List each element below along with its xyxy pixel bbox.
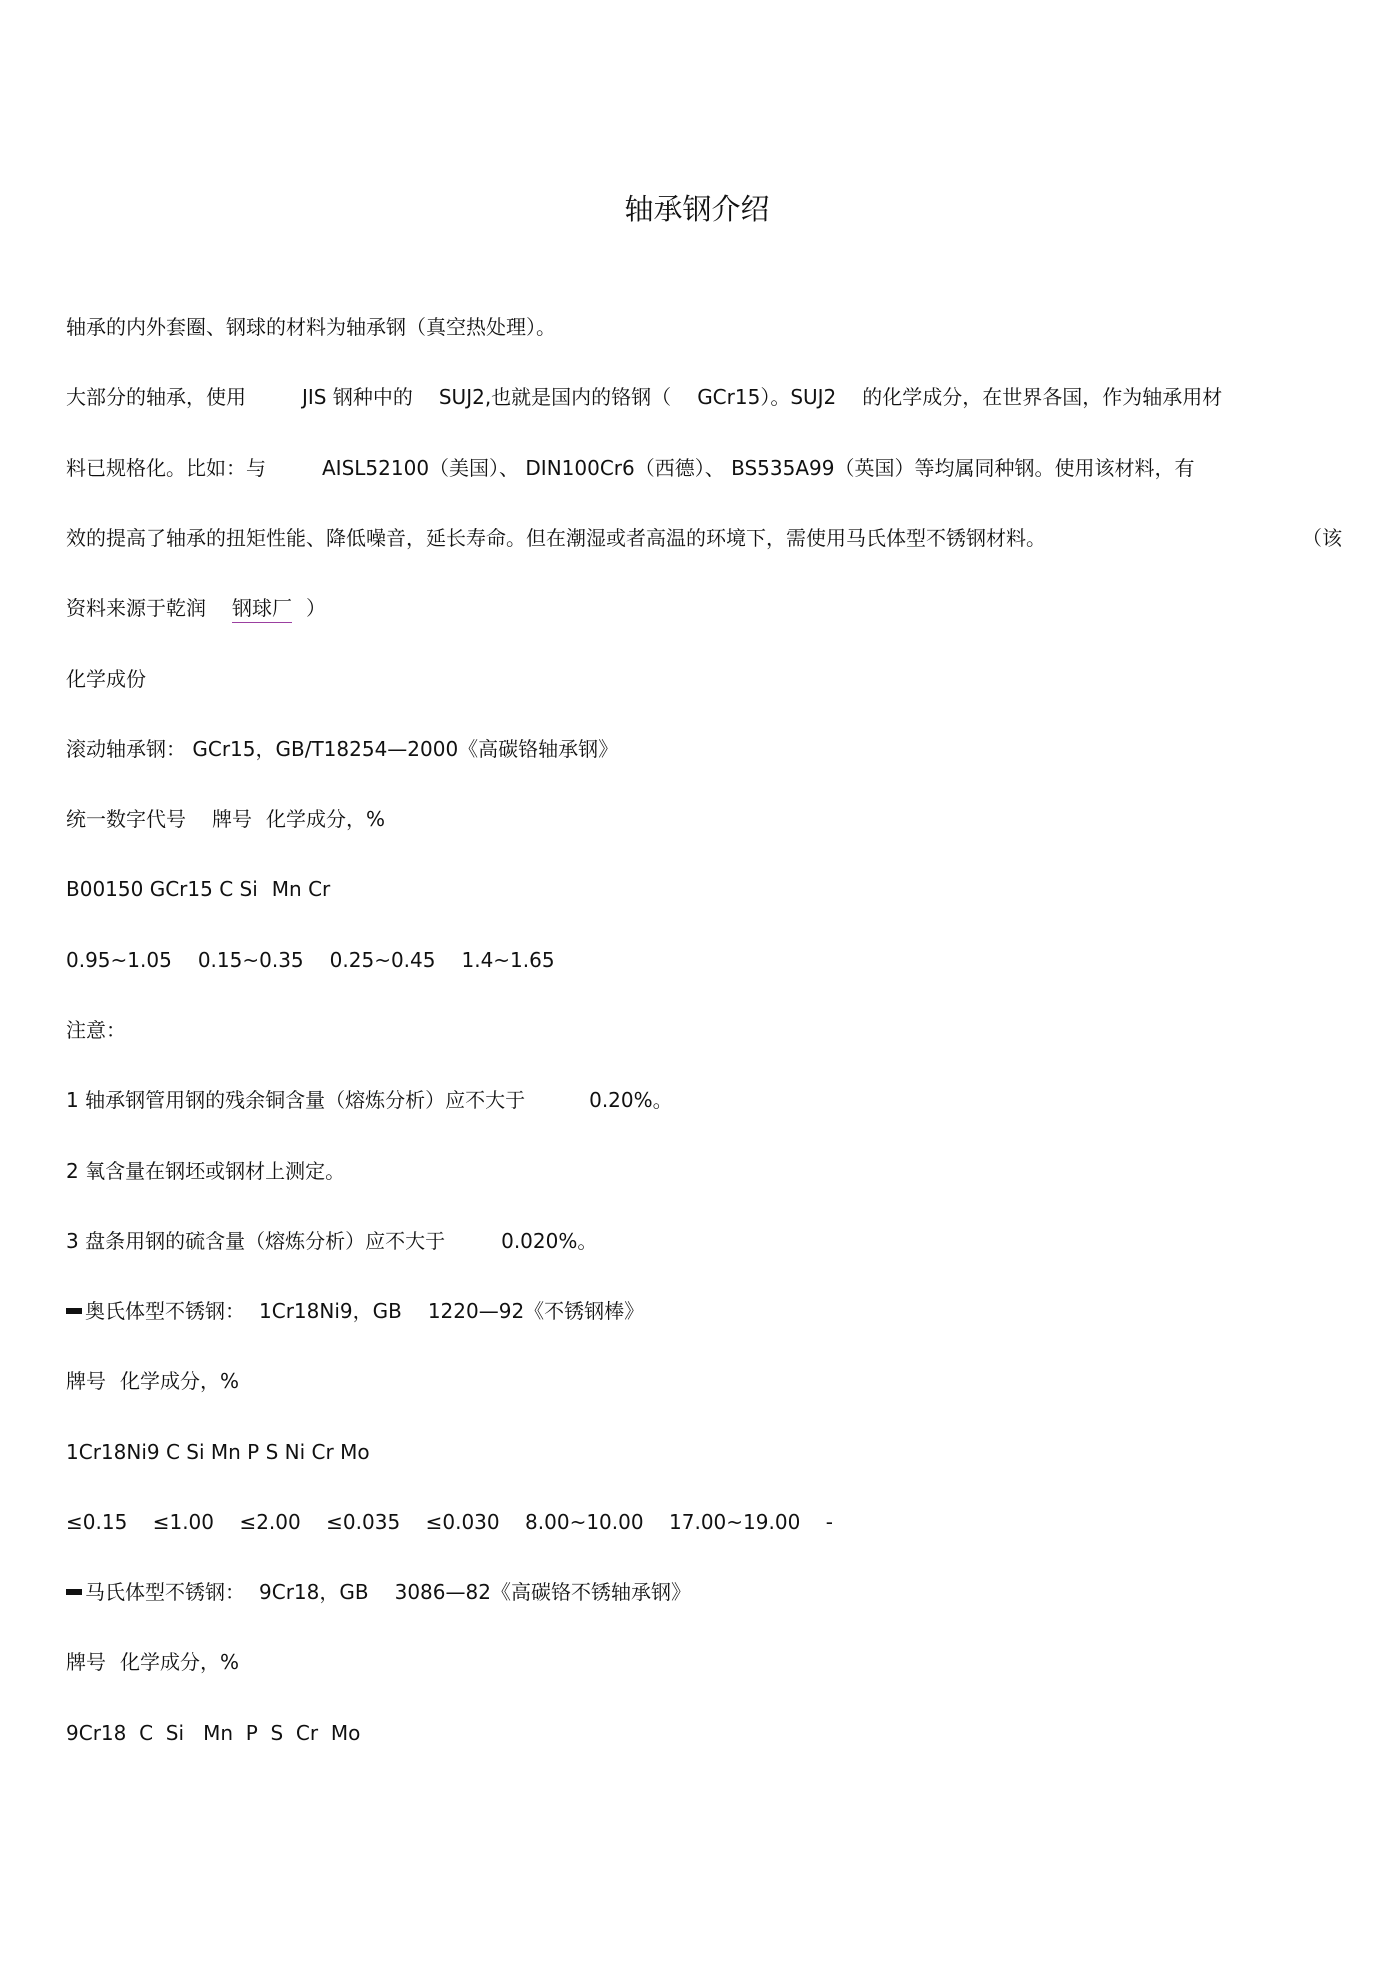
- note-text: 1 轴承钢管用钢的残余铜含量（熔炼分析）应不大于: [66, 1088, 526, 1112]
- table-header-cell: 化学成分，%: [266, 807, 386, 831]
- table-header-cell: 化学成分，%: [120, 1369, 240, 1393]
- table-cell: 1.4~1.65: [461, 948, 555, 972]
- steel-ball-factory-link[interactable]: 钢球厂: [232, 596, 292, 623]
- note-1: [66, 1085, 673, 1115]
- section-text: 9Cr18，GB: [259, 1580, 369, 1604]
- table-cell: 0.95~1.05: [66, 948, 172, 972]
- austenitic-table-cols: 1Cr18Ni9 C Si Mn P S Ni Cr Mo: [66, 1440, 370, 1464]
- gcr15-table-row: [66, 874, 330, 904]
- martensitic-heading: [66, 1577, 691, 1607]
- table-header-cell: 化学成分，%: [120, 1650, 240, 1674]
- intro-text: ）: [306, 596, 326, 620]
- section-text: 奥氏体型不锈钢：: [85, 1299, 245, 1323]
- intro-text: 效的提高了轴承的扭矩性能、降低噪音，延长寿命。但在潮湿或者高温的环境下，需使用马氏体型不锈钢材料。: [66, 526, 1046, 550]
- bullet-icon: [66, 1589, 82, 1595]
- table-header-cell: 牌号: [212, 807, 252, 831]
- intro-text: 轴承的内外套圈、钢球的材料为轴承钢（真空热处理）。: [66, 315, 556, 339]
- intro-line-1: [66, 312, 556, 342]
- note-value: 0.020%。: [501, 1229, 598, 1253]
- intro-line-5: [66, 593, 326, 623]
- austenitic-values-row: ≤0.15 ≤1.00 ≤2.00 ≤0.035 ≤0.030 8.00~10.00 17.00~19.00 -: [66, 1510, 833, 1534]
- intro-text: 大部分的轴承，使用: [66, 385, 246, 409]
- table-cell: Mn Cr: [271, 877, 331, 901]
- note-3: [66, 1226, 597, 1256]
- section-text: 3086—82《高碳铬不锈轴承钢》: [394, 1580, 691, 1604]
- table-cell: 0.25~0.45: [329, 948, 436, 972]
- table-header-cell: 牌号: [66, 1369, 106, 1393]
- intro-line-4: [66, 523, 1046, 553]
- section-text: 马氏体型不锈钢：: [85, 1580, 245, 1604]
- austenitic-table-header: [66, 1366, 239, 1396]
- gcr15-table-header: [66, 804, 385, 834]
- chem-heading: 化学成份: [66, 667, 146, 691]
- note-text: 3 盘条用钢的硫含量（熔炼分析）应不大于: [66, 1229, 446, 1253]
- intro-line-3: [66, 453, 1194, 483]
- intro-text: 料已规格化。比如：与: [66, 456, 266, 480]
- table-cell: 0.15~0.35: [197, 948, 304, 972]
- intro-text: SUJ2,也就是国内的铬钢（: [438, 385, 672, 409]
- notes-heading: 注意：: [66, 1018, 126, 1042]
- table-cell: B00150 GCr15 C Si: [66, 877, 258, 901]
- gcr15-values-row: [66, 945, 555, 975]
- page-title: 轴承钢介绍: [624, 192, 770, 226]
- table-header-cell: 牌号: [66, 1650, 106, 1674]
- martensitic-table-cols: 9Cr18 C Si Mn P S Cr Mo: [66, 1721, 361, 1745]
- intro-text: 资料来源于乾润: [66, 596, 206, 620]
- bullet-icon: [66, 1308, 82, 1314]
- gcr15-heading: 滚动轴承钢： GCr15，GB/T18254—2000《高碳铬轴承钢》: [66, 737, 619, 761]
- austenitic-heading: [66, 1296, 644, 1326]
- table-header-cell: 统一数字代号: [66, 807, 186, 831]
- intro-line-4-end: （该: [1302, 526, 1342, 550]
- section-text: 1Cr18Ni9，GB: [259, 1299, 402, 1323]
- martensitic-table-header: [66, 1647, 239, 1677]
- intro-line-2: [66, 382, 1222, 412]
- note-2: 2 氧含量在钢坯或钢材上测定。: [66, 1159, 346, 1183]
- intro-text: GCr15）。SUJ2: [697, 385, 837, 409]
- section-text: 1220—92《不锈钢棒》: [427, 1299, 645, 1323]
- intro-text: JIS 钢种中的: [302, 385, 413, 409]
- intro-text: 的化学成分，在世界各国，作为轴承用材: [862, 385, 1223, 409]
- note-value: 0.20%。: [589, 1088, 673, 1112]
- intro-text: AISL52100（美国）、 DIN100Cr6（西德）、 BS535A99（英国）等均属同种钢。使用该材料，有: [322, 456, 1195, 480]
